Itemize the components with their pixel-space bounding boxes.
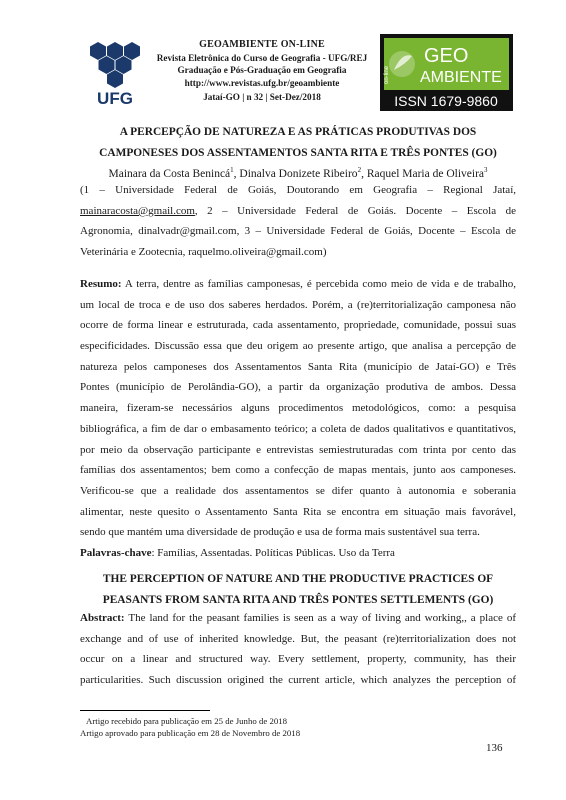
abstract-line: Abstract: The land for the peasant families is seen as a way of living and working,, a place of <box>80 612 516 624</box>
journal-header <box>148 39 376 104</box>
title-en-line-1: THE PERCEPTION OF NATURE AND THE PRODUCTIVE PRACTICES OF <box>102 573 494 585</box>
abstract-line: occur on a linear and structured way. Every settlement, property, community, has their <box>80 653 516 666</box>
resumo-section <box>80 274 516 564</box>
logo-issn-text: ISSN 1679-9860 <box>394 93 498 109</box>
resumo-line: Resumo: A terra, dentre as famílias camponesas, é percebida como meio de vida e de trabalho, <box>80 278 516 290</box>
affiliation-text: , 2 – Universidade Federal de Goiás. Docente – Escola de <box>194 204 516 217</box>
title-pt-line-1: A PERCEPÇÃO DE NATUREZA E AS PRÁTICAS PRODUTIVAS DOS <box>119 126 477 138</box>
resumo-line: um local de troca e de uso dos saberes herdados. Porém, a (re)territorialização camponesa não <box>80 298 516 311</box>
abstract-section <box>80 608 516 691</box>
affiliation-line: (1 – Universidade Federal de Goiás, Doutorando em Geografia – Regional Jataí, <box>80 184 516 196</box>
ufg-logo-text: UFG <box>97 89 133 106</box>
title-pt-line-2: CAMPONESES DOS ASSENTAMENTOS SANTA RITA E TRÊS PONTES (GO) <box>99 147 497 159</box>
keywords-label: Palavras-chave <box>80 546 152 559</box>
keywords: : Famílias, Assentadas. Políticas Públicas. Uso da Terra <box>151 546 395 559</box>
author-2-mark: 2 <box>357 166 362 174</box>
title-en-line-2: PEASANTS FROM SANTA RITA AND TRÊS PONTES SETTLEMENTS (GO) <box>102 594 494 606</box>
affiliation-line: Veterinária e Zootecnia, raquelmo.oliveira@gmail.com) <box>80 246 327 259</box>
resumo-line: famílias dos assentamentos; bem como a confecção de mapas mentais, junto aos camponeses. <box>80 464 516 477</box>
resumo-line: bibliográfica, a fim de dar o embasamento teórico; a coleta de dados qualitativos e quantitativos, <box>80 422 516 435</box>
resumo-label: Resumo: <box>80 278 122 290</box>
logo-online-text: on-line <box>384 65 390 84</box>
journal-line-3: Graduação e Pós-Graduação em Geografia <box>177 65 347 76</box>
affiliation-line: Agronomia, dinalvadr@gmail.com, 3 – Universidade Federal de Goiás, Docente – Escola de <box>80 225 516 238</box>
ufg-logo <box>84 40 146 106</box>
resumo-line: sendo que mantém uma diversidade de produção e usa de forma mais sustentável sua terra. <box>80 526 480 539</box>
resumo-line: maneira, fizeram-se necessários alguns procedimentos metodológicos, como: a pesquisa <box>80 402 516 415</box>
footnote-approved: Artigo aprovado para publicação em 28 de Novembro de 2018 <box>80 728 301 738</box>
affiliation-line <box>80 201 516 222</box>
abstract-label: Abstract: <box>80 612 125 624</box>
journal-url[interactable]: http://www.revistas.ufg.br/geoambiente <box>184 77 340 88</box>
article-title-pt <box>80 122 516 164</box>
resumo-line: ocorre de forma linear e estruturada, cada assentamento, propriedade, comunidade, possui suas <box>80 319 516 332</box>
abstract-line: particularities. Such discussion origined the current article, which analyzes the perception of <box>80 674 516 687</box>
journal-name: GEOAMBIENTE ON-LINE <box>199 39 325 50</box>
resumo-line: alimentar, neste quesito o Assentamento Santa Rita se encontra em situação mais favorável, <box>80 505 516 518</box>
resumo-line: por meio da observação participante e entrevistas semiestruturadas com trinta por cento das <box>80 443 516 456</box>
author-3: , Raquel Maria de Oliveira <box>361 167 485 180</box>
author-2: , Dinalva Donizete Ribeiro <box>233 167 358 180</box>
authors <box>80 162 516 182</box>
resumo-line: natureza pelos camponeses dos Assentamentos Santa Rita (município de Jataí-GO) e Três <box>80 360 516 373</box>
journal-line-2: Revista Eletrônica do Curso de Geografia - UFG/REJ <box>156 52 368 63</box>
author-1-mark: 1 <box>230 166 234 174</box>
journal-issue: Jataí-GO | n 32 | Set-Dez/2018 <box>203 92 321 103</box>
footnote-divider <box>80 710 210 711</box>
article-title-en <box>80 569 516 611</box>
logo-ambiente-text: AMBIENTE <box>420 69 502 86</box>
affiliations <box>80 180 516 263</box>
resumo-line: especificidades. Discussão essa que deu origem ao presente artigo, que analisa a percepção de <box>80 340 516 353</box>
page-number: 136 <box>486 742 503 754</box>
resumo-line: Pontes (município de Perolândia-GO), a partir da organização produtiva de ambos. Dessa <box>80 381 516 394</box>
geoambiente-logo <box>380 34 513 111</box>
abstract-line: exchange and of use of inherited knowledge. But, the peasant (re)territorialization does not <box>80 632 516 645</box>
footnote-received: Artigo recebido para publicação em 25 de Junho de 2018 <box>86 716 288 726</box>
resumo-line: Verificou-se que a realidade dos assentamentos se difer quanto à autonomia e soberania <box>80 484 516 497</box>
email-link[interactable]: mainaracosta@gmail.com <box>80 204 195 217</box>
keywords-line <box>80 543 516 564</box>
footnotes <box>80 715 300 739</box>
author-1: Mainara da Costa Benincá <box>108 167 231 180</box>
logo-geo-text: GEO <box>424 45 469 67</box>
author-3-mark: 3 <box>484 166 488 174</box>
